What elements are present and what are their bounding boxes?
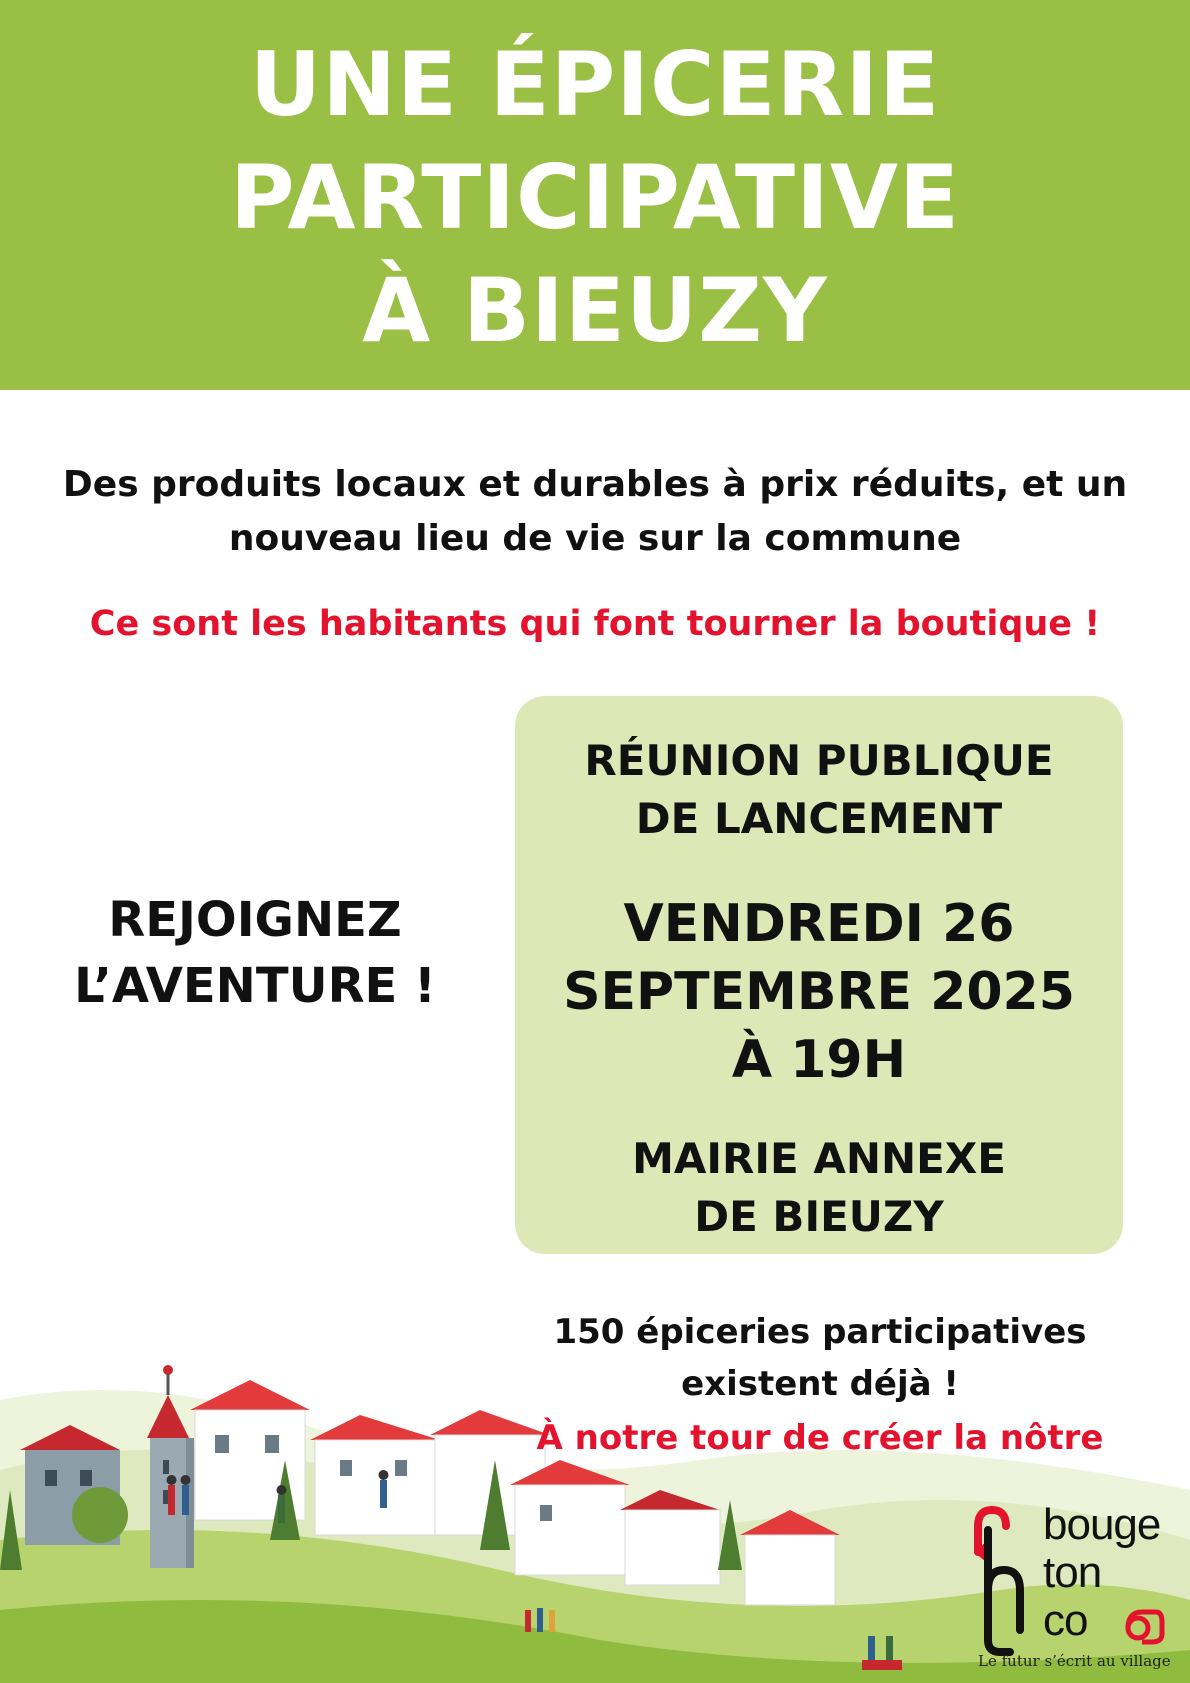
- event-date-line-1: VENDREDI 26: [623, 894, 1015, 954]
- header-banner: [0, 0, 1190, 390]
- logo-word-ton: ton: [1043, 1548, 1102, 1597]
- logo-word-bouge: bouge: [1043, 1500, 1161, 1549]
- title-line-1: UNE ÉPICERIE: [249, 33, 941, 136]
- subtitle-line-2: nouveau lieu de vie sur la commune: [228, 518, 962, 559]
- logo-tagline: Le futur s’écrit au village: [978, 1652, 1171, 1670]
- title-line-2: PARTICIPATIVE: [229, 146, 961, 249]
- subtitle: [20, 458, 1170, 566]
- event-location-line-2: DE BIEUZY: [694, 1192, 944, 1241]
- stats-text: [500, 1306, 1140, 1410]
- stats-highlight: À notre tour de créer la nôtre: [536, 1418, 1104, 1458]
- event-location-line-1: MAIRIE ANNEXE: [632, 1134, 1006, 1183]
- cta-line-1: REJOIGNEZ: [108, 892, 402, 948]
- cta-line-2: L’AVENTURE !: [74, 958, 436, 1014]
- event-title-line-2: DE LANCEMENT: [635, 794, 1003, 843]
- subtitle-line-1: Des produits locaux et durables à prix réduits, et un: [62, 464, 1128, 505]
- event-date-line-3: À 19H: [731, 1030, 907, 1090]
- event-date-line-2: SEPTEMBRE 2025: [563, 962, 1075, 1022]
- stats-line-2: existent déjà !: [681, 1364, 959, 1404]
- logo-word-co: co: [1043, 1596, 1088, 1645]
- event-box: [515, 696, 1123, 1254]
- title-line-3: À BIEUZY: [362, 259, 828, 362]
- call-to-action: [30, 887, 480, 1019]
- highlight-text: Ce sont les habitants qui font tourner la boutique !: [89, 604, 1101, 644]
- event-title-line-1: RÉUNION PUBLIQUE: [584, 736, 1054, 785]
- stats-line-1: 150 épiceries participatives: [553, 1312, 1087, 1352]
